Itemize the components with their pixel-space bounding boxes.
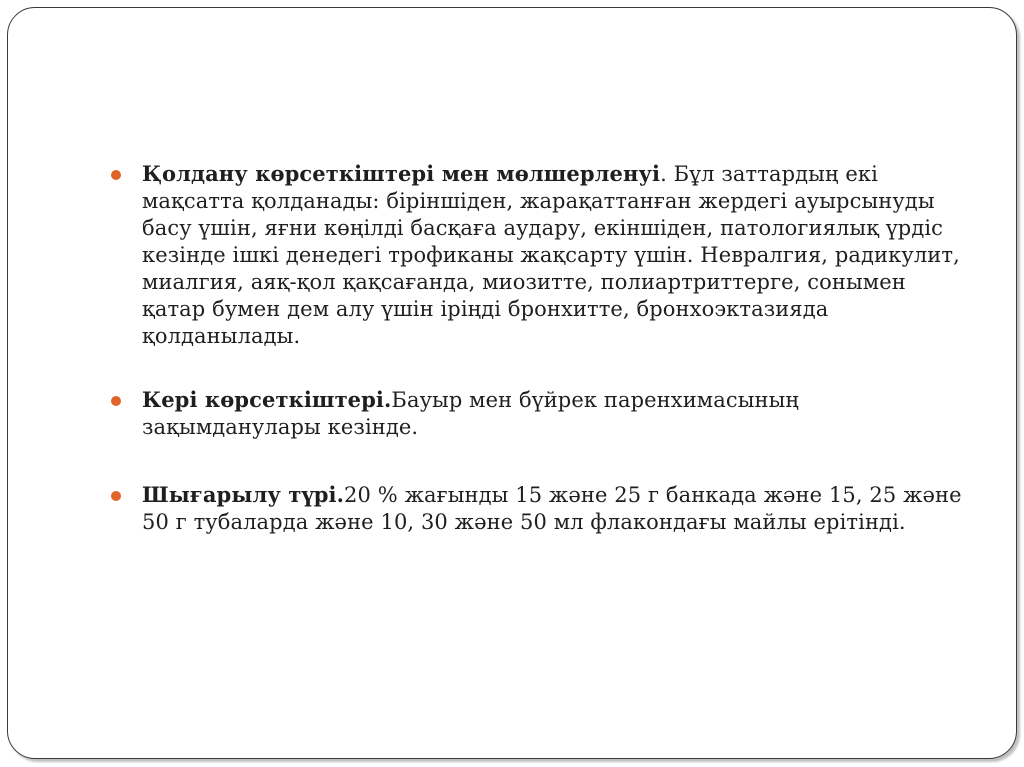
bullet-dot-icon bbox=[111, 396, 121, 406]
bullet-text: Бауыр мен бүйрек паренхимасының зақымданулары кезінде. bbox=[142, 388, 799, 439]
bullet-item-release-form bbox=[108, 481, 968, 536]
bullet-term: Кері көрсеткіштері. bbox=[142, 387, 392, 412]
bullet-term: Шығарылу түрі. bbox=[142, 482, 345, 507]
bullet-item-contraindications bbox=[108, 386, 968, 441]
bullet-text: . Бұл заттардың екі мақсатта қолданады: біріншіден, жарақаттанған жердегі ауырсынуды басу үшін, яғни көңілді басқаға аудару, екіншіден, патологиялық үрдіс кезінде ішкі денедегі трофиканы жақсарту үшін. Невралгия, радикулит, миалгия, аяқ-қол қақсағанда, миозитте, полиартриттерге, сонымен қатар бумен дем алу үшін іріңді бронхитте, бронхоэктазияда қолданылады. bbox=[142, 162, 960, 348]
bullet-text: 20 % жағынды 15 және 25 г банкада және 15, 25 және 50 г тубаларда және 10, 30 және 50 мл флакондағы майлы ерітінді. bbox=[142, 483, 962, 534]
bullet-item-indications bbox=[108, 160, 968, 350]
slide-content bbox=[108, 160, 968, 568]
bullet-term: Қолдану көрсеткіштері мен мөлшерленуі bbox=[142, 161, 661, 186]
bullet-dot-icon bbox=[111, 170, 121, 180]
bullet-dot-icon bbox=[111, 491, 121, 501]
